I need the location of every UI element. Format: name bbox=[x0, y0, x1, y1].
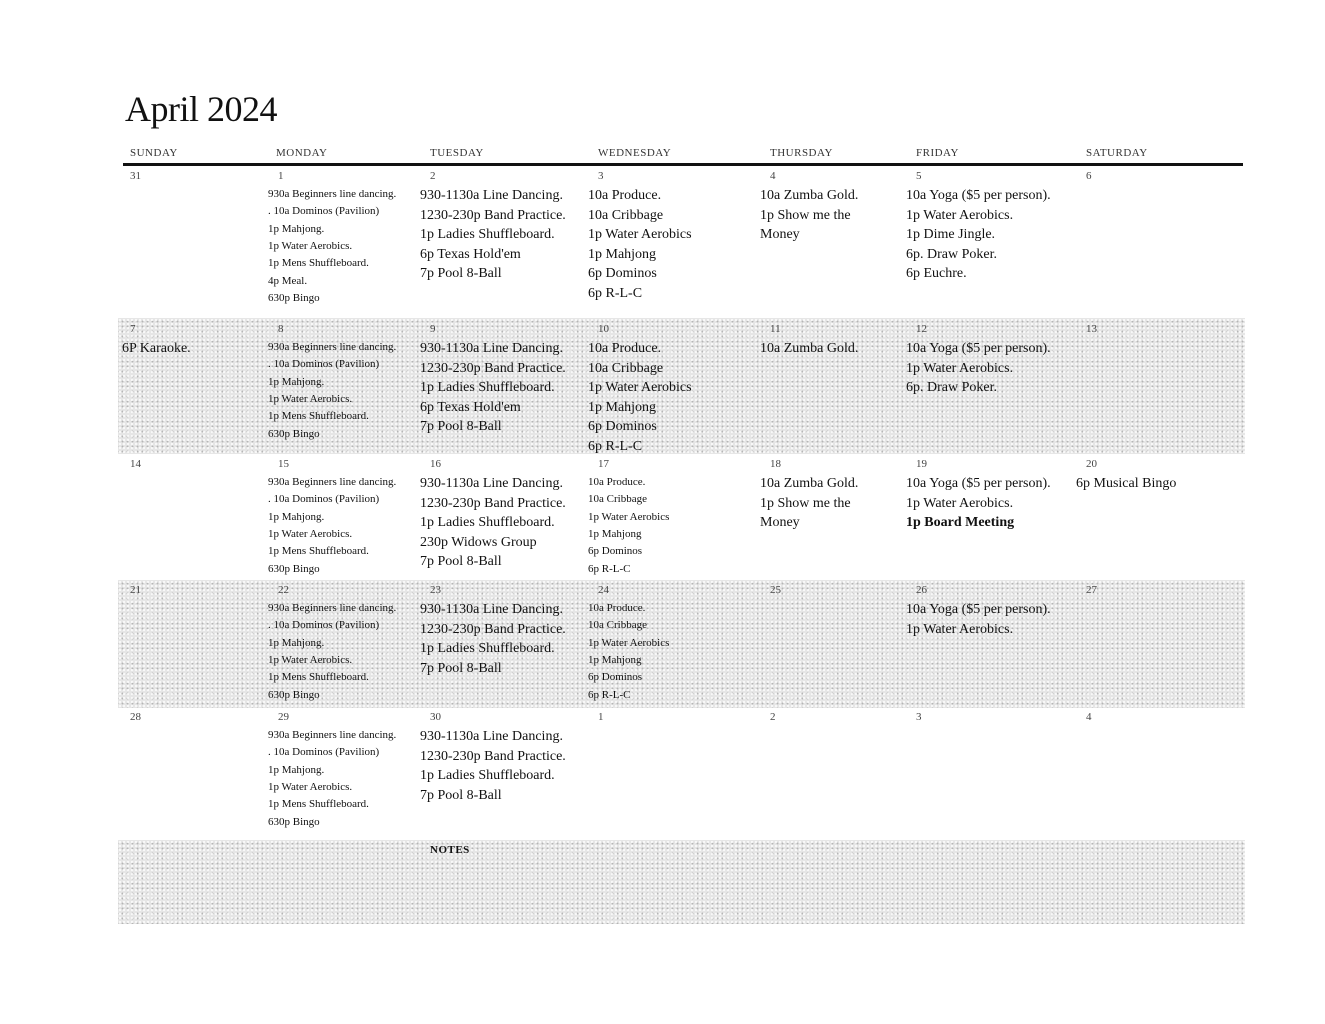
day-number: 4 bbox=[1086, 711, 1092, 723]
event-item: 10a Zumba Gold. bbox=[760, 476, 859, 491]
event-item: 1230-230p Band Practice. bbox=[420, 748, 566, 764]
event-item: 930a Beginners line dancing. bbox=[268, 476, 397, 488]
event-item: 10a Produce. bbox=[588, 602, 646, 614]
event-item: 6p R-L-C bbox=[588, 562, 631, 575]
event-item: . 10a Dominos (Pavilion) bbox=[268, 205, 380, 218]
day-header-thursday: THURSDAY bbox=[770, 147, 833, 159]
event-item: 1p Mahjong bbox=[588, 527, 642, 540]
event-item: 1p Ladies Shuffleboard. bbox=[420, 768, 555, 783]
event-item: 1230-230p Band Practice. bbox=[420, 207, 566, 223]
event-item: 7p Pool 8-Ball bbox=[420, 660, 502, 676]
event-item: 930-1130a Line Dancing. bbox=[420, 476, 563, 491]
event-item: 1p Mahjong bbox=[588, 399, 657, 415]
event-item: . 10a Dominos (Pavilion) bbox=[268, 358, 380, 371]
event-item: 10a Cribbage bbox=[588, 207, 664, 223]
event-item: 930a Beginners line dancing. bbox=[268, 729, 397, 741]
event-item: 1p Mahjong. bbox=[268, 510, 325, 523]
event-item: 630p Bingo bbox=[268, 427, 320, 440]
event-item: 630p Bingo bbox=[268, 688, 320, 701]
day-header-wednesday: WEDNESDAY bbox=[598, 147, 672, 159]
event-item: Money bbox=[760, 227, 800, 242]
header-divider bbox=[123, 163, 1243, 166]
event-item: 1p Mens Shuffleboard. bbox=[268, 671, 369, 684]
day-number: 13 bbox=[1086, 323, 1097, 335]
event-item: 930a Beginners line dancing. bbox=[268, 188, 397, 200]
event-item: 10a Zumba Gold. bbox=[760, 341, 859, 356]
event-item: 10a Produce. bbox=[588, 476, 646, 488]
event-item: 10a Yoga ($5 per person). bbox=[906, 188, 1051, 203]
day-number: 26 bbox=[916, 584, 927, 596]
event-item: 7p Pool 8-Ball bbox=[420, 787, 502, 803]
event-item: 1p Show me the bbox=[760, 207, 851, 223]
day-number: 31 bbox=[130, 170, 141, 182]
event-item: 1p Show me the bbox=[760, 495, 851, 511]
event-item: 1p Water Aerobics. bbox=[268, 527, 353, 540]
day-number: 22 bbox=[278, 584, 289, 596]
event-item: 1p Mahjong. bbox=[268, 636, 325, 649]
event-item: 1p Mahjong. bbox=[268, 222, 325, 235]
event-item: 630p Bingo bbox=[268, 815, 320, 828]
event-item: 1p Board Meeting bbox=[906, 515, 1015, 530]
event-item: 10a Yoga ($5 per person). bbox=[906, 341, 1051, 356]
event-item: 1p Mahjong. bbox=[268, 763, 325, 776]
event-item: 1p Water Aerobics bbox=[588, 227, 692, 242]
day-number: 2 bbox=[770, 711, 776, 723]
event-item: 1p Mens Shuffleboard. bbox=[268, 798, 369, 811]
day-number: 21 bbox=[130, 584, 141, 596]
event-item: 1p Water Aerobics. bbox=[906, 495, 1014, 511]
notes-area bbox=[118, 840, 1245, 924]
event-item: . 10a Dominos (Pavilion) bbox=[268, 746, 380, 759]
day-number: 16 bbox=[430, 458, 441, 470]
day-number: 29 bbox=[278, 711, 289, 723]
event-item: Money bbox=[760, 515, 800, 530]
event-item: 1p Water Aerobics. bbox=[906, 207, 1014, 223]
event-item: 6p Euchre. bbox=[906, 266, 967, 281]
event-item: 6p R-L-C bbox=[588, 438, 643, 454]
event-item: 1p Mens Shuffleboard. bbox=[268, 257, 369, 270]
event-item: 6p Texas Hold'em bbox=[420, 246, 521, 262]
event-item: 930-1130a Line Dancing. bbox=[420, 729, 563, 744]
day-number: 7 bbox=[130, 323, 136, 335]
event-item: 1p Water Aerobics. bbox=[906, 360, 1014, 376]
event-item: 930a Beginners line dancing. bbox=[268, 341, 397, 353]
event-item: 6p R-L-C bbox=[588, 285, 643, 301]
event-item: 1p Ladies Shuffleboard. bbox=[420, 641, 555, 656]
day-number: 1 bbox=[598, 711, 604, 723]
event-item: 7p Pool 8-Ball bbox=[420, 266, 502, 281]
event-item: 1p Water Aerobics. bbox=[906, 621, 1014, 637]
day-number: 19 bbox=[916, 458, 927, 470]
day-number: 3 bbox=[598, 170, 604, 182]
day-number: 20 bbox=[1086, 458, 1097, 470]
event-item: 10a Cribbage bbox=[588, 360, 664, 376]
event-item: 10a Cribbage bbox=[588, 619, 647, 632]
page-title: April 2024 bbox=[125, 89, 277, 129]
event-item: 1p Water Aerobics bbox=[588, 636, 670, 649]
event-item: 1p Water Aerobics bbox=[588, 510, 670, 523]
event-item: 1p Dime Jingle. bbox=[906, 227, 996, 242]
event-item: 10a Produce. bbox=[588, 188, 662, 203]
event-item: 1p Mahjong. bbox=[268, 375, 325, 388]
event-item: 10a Produce. bbox=[588, 341, 662, 356]
event-item: 6P Karaoke. bbox=[122, 341, 191, 356]
day-header-monday: MONDAY bbox=[276, 147, 328, 159]
event-item: 1p Mahjong bbox=[588, 653, 642, 666]
event-item: 230p Widows Group bbox=[420, 534, 537, 550]
event-item: 1p Ladies Shuffleboard. bbox=[420, 515, 555, 530]
day-number: 11 bbox=[770, 323, 781, 335]
day-number: 8 bbox=[278, 323, 284, 335]
day-number: 3 bbox=[916, 711, 922, 723]
day-number: 25 bbox=[770, 584, 781, 596]
event-item: 4p Meal. bbox=[268, 274, 308, 287]
event-item: 6p Texas Hold'em bbox=[420, 399, 521, 415]
day-header-friday: FRIDAY bbox=[916, 147, 959, 159]
event-item: 630p Bingo bbox=[268, 291, 320, 304]
day-number: 2 bbox=[430, 170, 436, 182]
event-item: 1p Mens Shuffleboard. bbox=[268, 545, 369, 558]
day-number: 27 bbox=[1086, 584, 1097, 596]
event-item: 6p R-L-C bbox=[588, 688, 631, 701]
event-item: . 10a Dominos (Pavilion) bbox=[268, 619, 380, 632]
event-item: 930-1130a Line Dancing. bbox=[420, 341, 563, 356]
event-item: 1p Ladies Shuffleboard. bbox=[420, 227, 555, 242]
event-item: 1p Mahjong bbox=[588, 246, 657, 262]
event-item: 1p Mens Shuffleboard. bbox=[268, 410, 369, 423]
event-item: 1230-230p Band Practice. bbox=[420, 495, 566, 511]
day-number: 28 bbox=[130, 711, 141, 723]
event-item: 6p Dominos bbox=[588, 266, 657, 281]
day-number: 30 bbox=[430, 711, 441, 723]
day-number: 15 bbox=[278, 458, 289, 470]
event-item: 6p Dominos bbox=[588, 419, 657, 434]
event-item: 1p Water Aerobics. bbox=[268, 780, 353, 793]
event-item: 6p. Draw Poker. bbox=[906, 246, 997, 262]
day-number: 1 bbox=[278, 170, 284, 182]
event-item: 6p Dominos bbox=[588, 671, 643, 684]
day-number: 4 bbox=[770, 170, 776, 182]
day-number: 10 bbox=[598, 323, 609, 335]
day-header-row bbox=[0, 147, 1325, 163]
event-item: 930-1130a Line Dancing. bbox=[420, 602, 563, 617]
event-item: 6p Musical Bingo bbox=[1076, 476, 1177, 491]
event-item: 6p Dominos bbox=[588, 545, 643, 558]
notes-label: NOTES bbox=[430, 844, 470, 856]
day-number: 24 bbox=[598, 584, 609, 596]
day-number: 9 bbox=[430, 323, 436, 335]
event-item: 1p Water Aerobics. bbox=[268, 239, 353, 252]
event-item: 630p Bingo bbox=[268, 562, 320, 575]
event-item: 6p. Draw Poker. bbox=[906, 380, 997, 395]
event-item: 1230-230p Band Practice. bbox=[420, 621, 566, 637]
event-item: 1p Water Aerobics. bbox=[268, 392, 353, 405]
event-item: 10a Yoga ($5 per person). bbox=[906, 602, 1051, 617]
day-header-saturday: SATURDAY bbox=[1086, 147, 1148, 159]
day-header-tuesday: TUESDAY bbox=[430, 147, 484, 159]
event-item: . 10a Dominos (Pavilion) bbox=[268, 493, 380, 506]
event-item: 10a Zumba Gold. bbox=[760, 188, 859, 203]
event-item: 10a Cribbage bbox=[588, 493, 647, 506]
event-item: 7p Pool 8-Ball bbox=[420, 419, 502, 434]
event-item: 1p Water Aerobics bbox=[588, 380, 692, 395]
event-item: 930-1130a Line Dancing. bbox=[420, 188, 563, 203]
day-number: 18 bbox=[770, 458, 781, 470]
event-item: 10a Yoga ($5 per person). bbox=[906, 476, 1051, 491]
event-item: 930a Beginners line dancing. bbox=[268, 602, 397, 614]
day-header-sunday: SUNDAY bbox=[130, 147, 178, 159]
event-item: 1230-230p Band Practice. bbox=[420, 360, 566, 376]
day-number: 23 bbox=[430, 584, 441, 596]
day-number: 12 bbox=[916, 323, 927, 335]
day-number: 6 bbox=[1086, 170, 1092, 182]
day-number: 17 bbox=[598, 458, 609, 470]
day-number: 5 bbox=[916, 170, 922, 182]
event-item: 1p Water Aerobics. bbox=[268, 653, 353, 666]
day-number: 14 bbox=[130, 458, 141, 470]
event-item: 7p Pool 8-Ball bbox=[420, 554, 502, 569]
event-item: 1p Ladies Shuffleboard. bbox=[420, 380, 555, 395]
